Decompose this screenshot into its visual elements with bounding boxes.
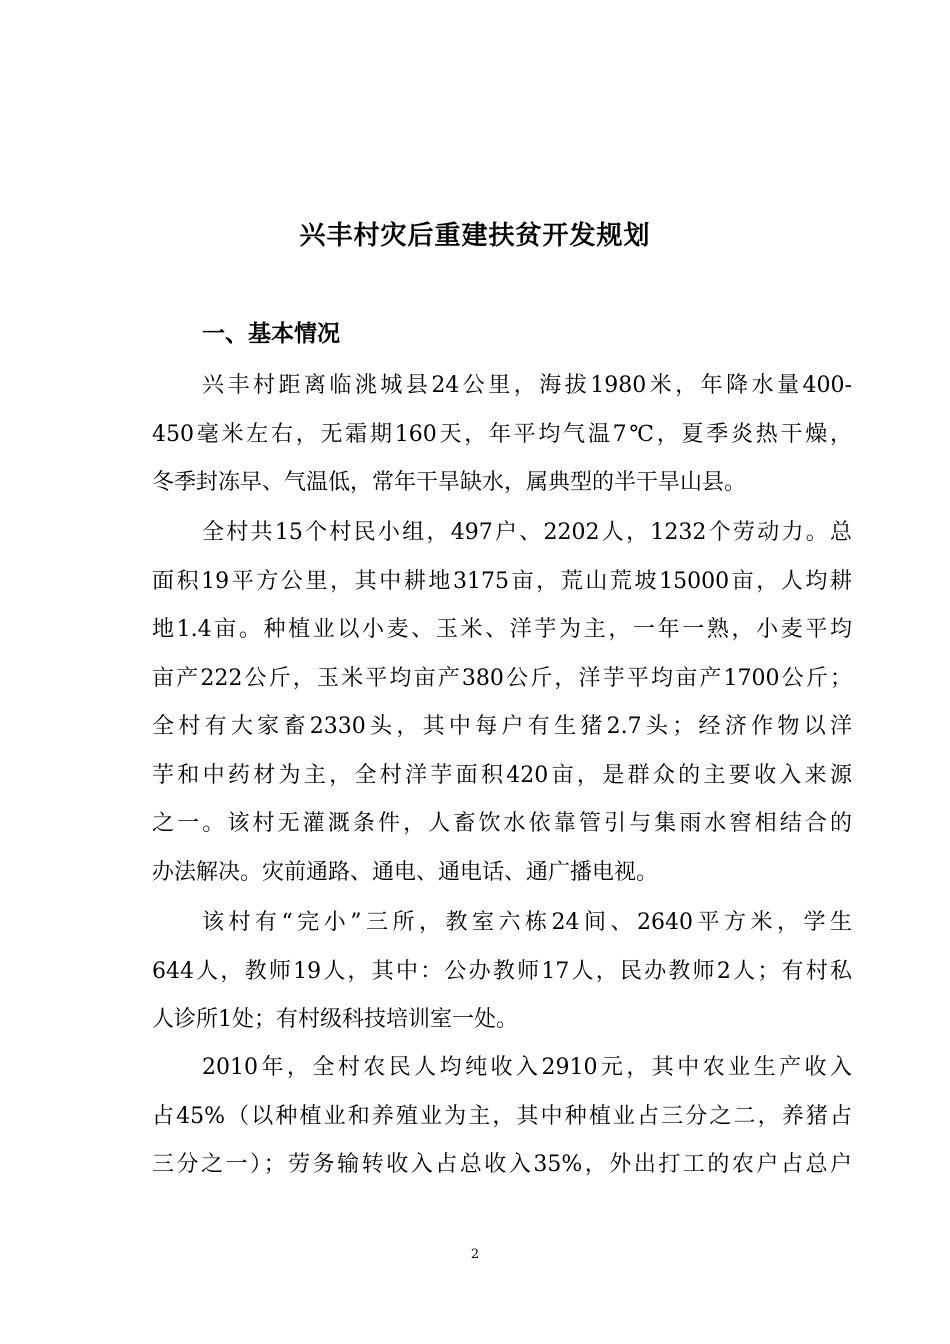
paragraph-line: 芋和中药材为主，全村洋芋面积420亩，是群众的主要收入来源 — [152, 762, 852, 788]
paragraph-line: 兴丰村距离临洮城县24公里，海拔1980米，年降水量400- — [202, 373, 852, 398]
paragraph-line: 地1.4亩。种植业以小麦、玉米、洋芋为主，一年一熟，小麦平均 — [152, 617, 852, 642]
paragraph-2 — [152, 509, 852, 897]
document-title: 兴丰村灾后重建扶贫开发规划 — [299, 221, 651, 251]
paragraph-line: 全村共15个村民小组，497户、2202人，1232个劳动力。总 — [202, 520, 852, 545]
paragraph-line: 占45%（以种植业和养殖业为主，其中种植业占三分之二，养猪占 — [152, 1103, 852, 1129]
paragraph-line: 450毫米左右，无霜期160天，年平均气温7℃，夏季炎热干燥， — [152, 421, 852, 447]
paragraph-line: 亩产222公斤，玉米平均亩产380公斤，洋芋平均亩产1700公斤； — [152, 665, 852, 691]
section-heading: 一、基本情况 — [202, 321, 340, 347]
paragraph-line: 人诊所1处；有村级科技培训室一处。 — [152, 1007, 518, 1032]
paragraph-line: 该村有“完小”三所，教室六栋24间、2640平方米，学生 — [202, 910, 852, 935]
paragraph-line: 全村有大家畜2330头，其中每户有生猪2.7头；经济作物以洋 — [152, 714, 852, 739]
paragraph-4 — [152, 1044, 852, 1190]
paragraph-line: 办法解决。灾前通路、通电、通电话、通广播电视。 — [152, 859, 659, 885]
paragraph-line: 面积19平方公里，其中耕地3175亩，荒山荒坡15000亩，人均耕 — [152, 568, 852, 594]
paragraph-1 — [152, 362, 852, 508]
paragraph-line: 三分之一）；劳务输转收入占总收入35%，外出打工的农户占总户 — [152, 1152, 852, 1177]
paragraph-line: 644人，教师19人，其中：公办教师17人，民办教师2人；有村私 — [152, 958, 852, 984]
page-number: 2 — [470, 1247, 480, 1262]
paragraph-3 — [152, 899, 852, 1045]
paragraph-line: 2010年，全村农民人均纯收入2910元，其中农业生产收入 — [202, 1055, 852, 1080]
paragraph-line: 之一。该村无灌溉条件，人畜饮水依靠管引与集雨水窖相结合的 — [152, 811, 852, 836]
paragraph-line: 冬季封冻早、气温低，常年干旱缺水，属典型的半干旱山县。 — [152, 470, 747, 495]
